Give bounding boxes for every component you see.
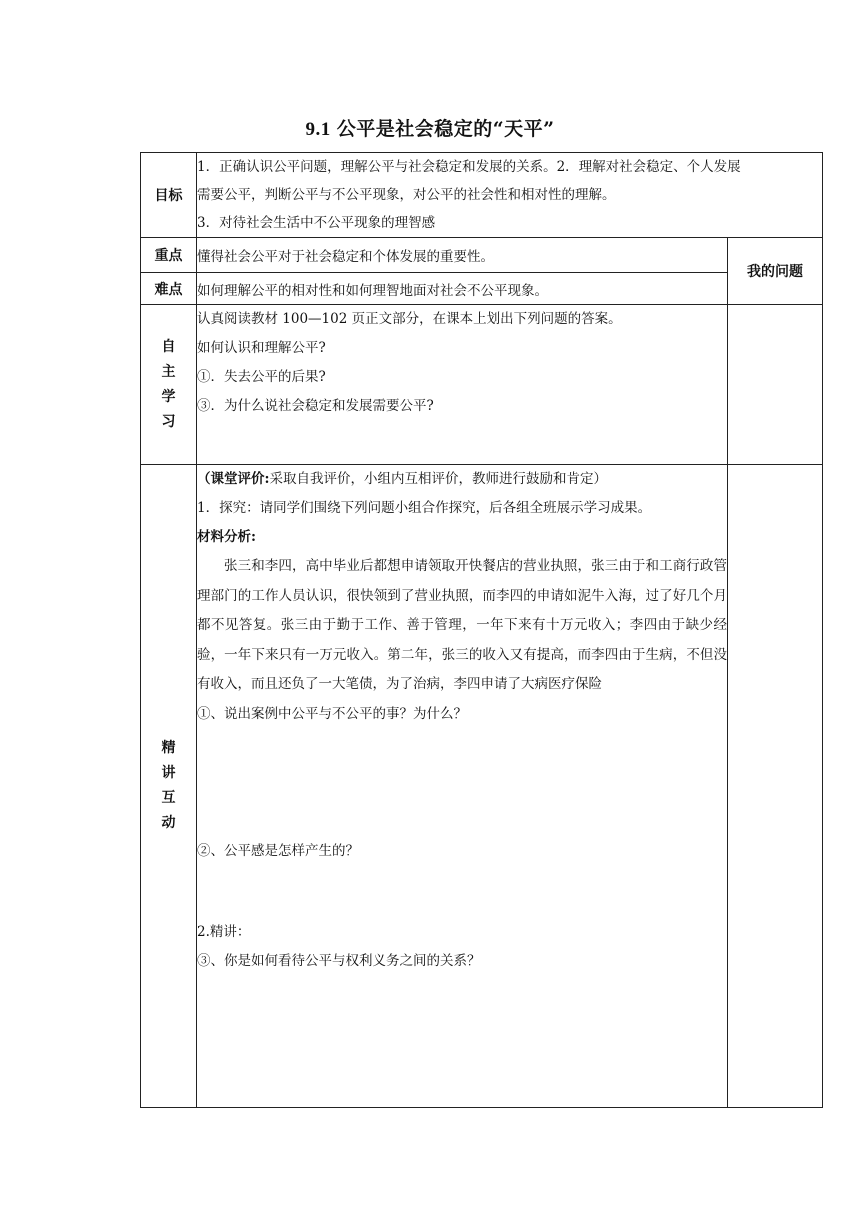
- explore-instruction: 1．探究：请同学们围绕下列问题小组合作探究，后各组全班展示学习成果。: [197, 500, 652, 516]
- self-study-char: 自: [161, 338, 176, 355]
- material-label: 材料分析:: [197, 529, 256, 545]
- interactive-question-cell: [728, 465, 823, 1108]
- self-study-line: ③．为什么说社会稳定和发展需要公平?: [197, 398, 434, 414]
- self-study-line: 认真阅读教材 100—102 页正文部分，在课本上划出下列问题的答案。: [197, 311, 622, 327]
- interactive-char: 互: [161, 790, 176, 806]
- self-study-line: ①．失去公平的后果?: [197, 369, 326, 385]
- question-2: ②、公平感是怎样产生的？: [197, 842, 359, 859]
- material-text: 张三和李四，高中毕业后都想申请领取开快餐店的营业执照，张三由于和工商行政管理部门的工作人员认识，很快领到了营业执照，而李四的申请如泥牛入海，过了好几个月都不见答复。张三由于勤于工作、善于管理，一年下来有十万元收入；李四由于缺少经验，一年下来只有一万元收入。第二年，张三的收入又有提高，而李四由于生病，不但没有收入，而且还负了一大笔债，为了治病，李四申请了大病医疗保险: [197, 558, 727, 692]
- self-study-content: [197, 305, 728, 465]
- lecture-label: 2.精讲：: [197, 923, 251, 940]
- lesson-plan-table: [140, 152, 823, 1108]
- goal-content: [197, 153, 823, 238]
- answer-space-2: [197, 866, 727, 918]
- key-point: 懂得社会公平对于社会稳定和个体发展的重要性。: [197, 238, 728, 273]
- interactive-char: 精: [161, 740, 176, 756]
- key-row: [141, 238, 823, 273]
- interactive-row: [141, 465, 823, 1108]
- interactive-content: [197, 465, 728, 1108]
- my-question-header: 我的问题: [728, 238, 823, 305]
- self-study-row: [141, 305, 823, 465]
- question-3: ③、你是如何看待公平与权利义务之间的关系？: [197, 952, 481, 969]
- goal-label: 目标: [141, 153, 197, 238]
- self-study-char: 学: [161, 388, 176, 405]
- evaluation-text: 采取自我评价，小组内互相评价，教师进行鼓励和肯定）: [269, 471, 607, 487]
- goal-line: 需要公平，判断公平与不公平现象，对公平的社会性和相对性的理解。: [197, 187, 616, 203]
- self-study-char: 习: [161, 413, 176, 430]
- self-study-char: 主: [161, 363, 176, 380]
- goal-line: 1．正确认识公平问题，理解公平与社会稳定和发展的关系。2．理解对社会稳定、个人发展: [197, 159, 741, 175]
- difficulty-row: [141, 273, 823, 305]
- key-label: 重点: [141, 238, 197, 273]
- difficulty-label: 难点: [141, 273, 197, 305]
- class-evaluation: [197, 465, 727, 494]
- question-1: ①、说出案例中公平与不公平的事？为什么？: [197, 705, 467, 722]
- goal-row: [141, 153, 823, 238]
- page-title: [0, 114, 860, 141]
- difficulty-point: 如何理解公平的相对性和如何理智地面对社会不公平现象。: [197, 273, 728, 305]
- section-number: 9.1: [305, 119, 331, 140]
- interactive-char: 动: [161, 815, 176, 831]
- goal-line: 3．对待社会生活中不公平现象的理智感: [197, 215, 436, 231]
- title-text: 公平是社会稳定的“天平”: [336, 118, 555, 140]
- interactive-char: 讲: [161, 765, 176, 781]
- evaluation-label: （课堂评价:: [197, 471, 270, 487]
- answer-space-1: [197, 729, 727, 837]
- self-study-line: 如何认识和理解公平?: [197, 340, 326, 356]
- self-study-label: [141, 305, 197, 465]
- interactive-label: [141, 465, 197, 1108]
- self-study-question-cell: [728, 305, 823, 465]
